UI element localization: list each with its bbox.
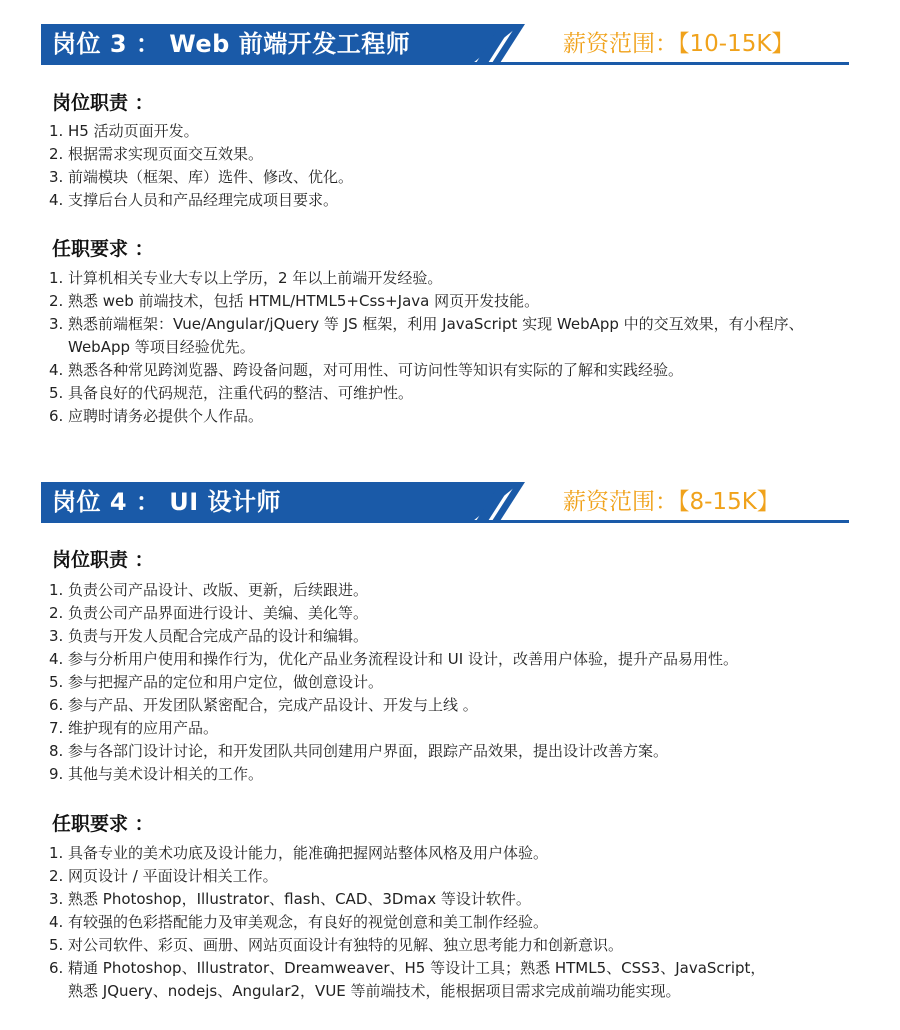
list-item: 9. 其他与美术设计相关的工作。 <box>49 765 264 783</box>
requirements-heading: 任职要求 ： <box>52 813 154 835</box>
list-item: 2. 熟悉 web 前端技术，包括 HTML/HTML5+Css+Java 网页开发技能。 <box>49 292 540 310</box>
list-item: 4. 支撑后台人员和产品经理完成项目要求。 <box>49 191 339 209</box>
list-item: 1. H5 活动页面开发。 <box>49 122 199 140</box>
list-item: 3. 熟悉前端框架：Vue/Angular/jQuery 等 JS 框架，利用 JavaScript 实现 WebApp 中的交互效果，有小程序、 WebApp 等项目经验优先。 <box>49 315 804 356</box>
list-item: 2. 网页设计 / 平面设计相关工作。 <box>49 867 278 885</box>
list-item: 3. 熟悉 Photoshop，Illustrator、flash、CAD、3Dmax 等设计软件。 <box>49 890 531 908</box>
job-section-ui-designer <box>0 478 900 1000</box>
duties-heading: 岗位职责 ： <box>52 92 154 114</box>
list-item: 1. 具备专业的美术功底及设计能力，能准确把握网站整体风格及用户体验。 <box>49 844 549 862</box>
job-title: 岗位 4 ： UI 设计师 <box>52 488 282 516</box>
list-item: 6. 精通 Photoshop、Illustrator、Dreamweaver、H5 等设计工具；熟悉 HTML5、CSS3、JavaScript， 熟悉 JQuery、nodejs、Angular2，VUE 等前端技术，能根据项目需求完成前端功能实现。 <box>49 959 766 1000</box>
salary-range: 薪资范围：【10-15K】 <box>563 31 795 57</box>
list-item: 3. 负责与开发人员配合完成产品的设计和编辑。 <box>49 627 369 645</box>
requirements-list <box>49 842 880 1003</box>
duties-heading: 岗位职责 ： <box>52 549 154 571</box>
job-header <box>0 20 900 66</box>
list-item: 1. 负责公司产品设计、改版、更新，后续跟进。 <box>49 581 369 599</box>
job-header <box>0 478 900 524</box>
duties-list <box>49 120 880 212</box>
list-item: 5. 参与把握产品的定位和用户定位，做创意设计。 <box>49 673 384 691</box>
job-title: 岗位 3 ： Web 前端开发工程师 <box>52 30 411 58</box>
list-item: 5. 对公司软件、彩页、画册、网站页面设计有独特的见解、独立思考能力和创新意识。 <box>49 936 624 954</box>
list-item: 3. 前端模块（框架、库）选件、修改、优化。 <box>49 168 354 186</box>
list-item: 6. 应聘时请务必提供个人作品。 <box>49 407 264 425</box>
stripe-decoration <box>400 24 525 63</box>
requirements-heading: 任职要求 ： <box>52 238 154 260</box>
list-item: 4. 参与分析用户使用和操作行为，优化产品业务流程设计和 UI 设计，改善用户体验，提升产品易用性。 <box>49 650 738 668</box>
list-item: 4. 熟悉各种常见跨浏览器、跨设备问题，对可用性、可访问性等知识有实际的了解和实践经验。 <box>49 361 684 379</box>
header-underline <box>41 62 849 65</box>
list-item: 6. 参与产品、开发团队紧密配合，完成产品设计、开发与上线 。 <box>49 696 478 714</box>
list-item: 7. 维护现有的应用产品。 <box>49 719 219 737</box>
list-item: 1. 计算机相关专业大专以上学历，2 年以上前端开发经验。 <box>49 269 443 287</box>
requirements-list <box>49 267 880 428</box>
header-underline <box>41 520 849 523</box>
stripe-decoration <box>400 482 525 521</box>
job-section-web-frontend <box>0 20 900 425</box>
duties-list <box>49 579 880 786</box>
list-item: 2. 根据需求实现页面交互效果。 <box>49 145 264 163</box>
list-item: 8. 参与各部门设计讨论，和开发团队共同创建用户界面，跟踪产品效果，提出设计改善方案。 <box>49 742 669 760</box>
list-item: 2. 负责公司产品界面进行设计、美编、美化等。 <box>49 604 369 622</box>
salary-range: 薪资范围：【8-15K】 <box>563 489 780 515</box>
list-item: 4. 有较强的色彩搭配能力及审美观念，有良好的视觉创意和美工制作经验。 <box>49 913 549 931</box>
list-item: 5. 具备良好的代码规范，注重代码的整洁、可维护性。 <box>49 384 414 402</box>
